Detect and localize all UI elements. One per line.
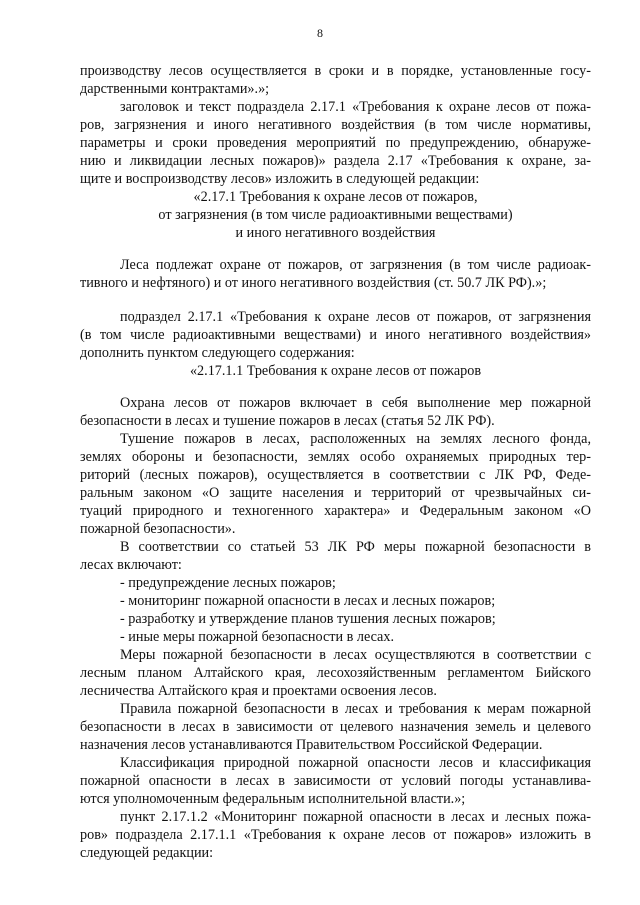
text-line: ральным законом «О защите населения и территорий от чрезвычайных си- xyxy=(80,485,591,501)
text-line: нию и ликвидации лесных пожаров)» раздела 2.17 «Требования к охране, за- xyxy=(80,153,591,169)
section-heading-line: «2.17.1.1 Требования к охране лесов от пожаров xyxy=(189,363,482,379)
text-line: лесах включают: xyxy=(80,557,182,573)
text-line: В соответствии со статьей 53 ЛК РФ меры пожарной безопасности в xyxy=(120,539,591,555)
text-line: дарственными контрактами».»; xyxy=(80,81,270,97)
text-line: безопасности в лесах и тушение пожаров в лесах (статья 52 ЛК РФ). xyxy=(80,413,495,429)
text-line: производству лесов осуществляется в сроки и в порядке, установленные госу- xyxy=(80,63,591,79)
text-line: пожарной безопасности». xyxy=(80,521,236,537)
text-line: пожарной опасности в лесах в зависимости от условий погоды устанавлива- xyxy=(80,773,591,789)
text-line: Классификация природной пожарной опасности лесов и классификация xyxy=(120,755,591,771)
text-line: подраздел 2.17.1 «Требования к охране лесов от пожаров, от загрязнения xyxy=(120,309,591,325)
text-line: Леса подлежат охране от пожаров, от загрязнения (в том числе радиоак- xyxy=(120,257,591,273)
text-line: ются уполномоченным федеральным исполнительной власти.»; xyxy=(80,791,466,807)
text-line: дополнить пунктом следующего содержания: xyxy=(80,345,355,361)
page-number: 8 xyxy=(317,26,323,40)
text-line: параметры и сроки проведения мероприятий по предупреждению, обнаруже- xyxy=(80,135,591,151)
list-item: - разработку и утверждение планов тушения лесных пожаров; xyxy=(120,611,496,627)
text-line: лесным планом Алтайского края, лесохозяйственным регламентом Бийского xyxy=(80,665,591,681)
text-line: Меры пожарной безопасности в лесах осуществляются в соответствии с xyxy=(120,647,591,663)
text-line: пункт 2.17.1.2 «Мониторинг пожарной опасности в лесах и лесных пожа- xyxy=(120,809,591,825)
text-line: назначения лесов устанавливаются Правительством Российской Федерации. xyxy=(80,737,543,753)
text-line: ров» подраздела 2.17.1.1 «Требования к охране лесов от пожаров» изложить в xyxy=(80,827,591,843)
text-line: Охрана лесов от пожаров включает в себя выполнение мер пожарной xyxy=(120,395,591,411)
section-heading-line: и иного негативного воздействия xyxy=(235,225,436,241)
text-line: землях обороны и безопасности, землях особо охраняемых природных тер- xyxy=(80,449,591,465)
text-line: Правила пожарной безопасности в лесах и требования к мерам пожарной xyxy=(120,701,591,717)
text-line: тивного и нефтяного) и от иного негативного воздействия (ст. 50.7 ЛК РФ).»; xyxy=(80,275,547,291)
text-line: безопасности в лесах в зависимости от целевого назначения земель и целевого xyxy=(80,719,591,735)
section-heading-line: «2.17.1 Требования к охране лесов от пожаров, xyxy=(193,189,478,205)
text-line: следующей редакции: xyxy=(80,845,214,861)
text-line: Тушение пожаров в лесах, расположенных на землях лесного фонда, xyxy=(120,431,591,447)
text-line: щите и воспроизводству лесов» изложить в следующей редакции: xyxy=(80,171,480,187)
text-line: туаций природного и техногенного характера» и Федеральным законом «О xyxy=(80,503,591,519)
section-heading-line: от загрязнения (в том числе радиоактивными веществами) xyxy=(158,207,513,223)
text-line: ров, загрязнения и иного негативного воздействия (в том числе нормативы, xyxy=(80,117,591,133)
list-item: - предупреждение лесных пожаров; xyxy=(120,575,336,591)
text-line: (в том числе радиоактивными веществами) и иного негативного воздействия» xyxy=(80,327,591,343)
text-line: заголовок и текст подраздела 2.17.1 «Требования к охране лесов от пожа- xyxy=(120,99,591,115)
list-item: - мониторинг пожарной опасности в лесах и лесных пожаров; xyxy=(120,593,496,609)
text-line: риторий (лесных пожаров), осуществляется в соответствии с ЛК РФ, Феде- xyxy=(80,467,591,483)
text-line: лесничества Алтайского края и проектами освоения лесов. xyxy=(80,683,437,699)
list-item: - иные меры пожарной безопасности в лесах. xyxy=(120,629,394,645)
